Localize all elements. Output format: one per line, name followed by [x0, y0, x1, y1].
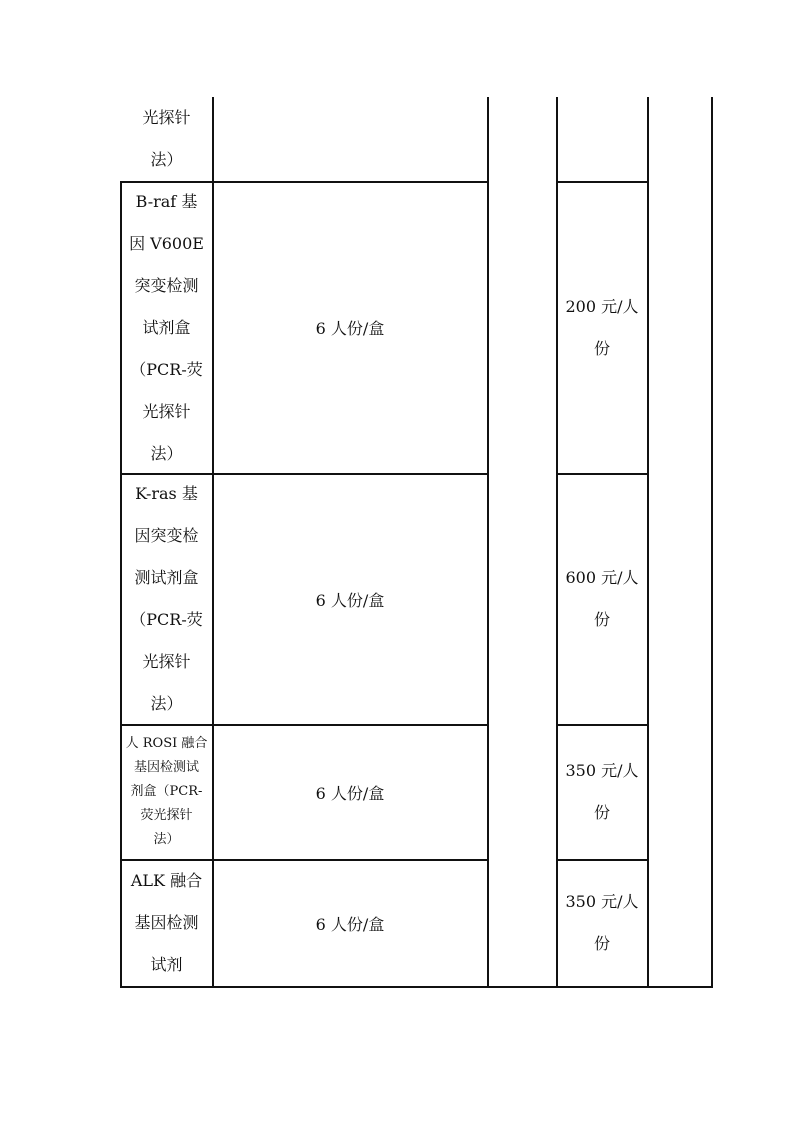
product-name-cell: [121, 725, 212, 859]
spec-text: 6 人份/盒: [315, 914, 385, 934]
product-name: [130, 473, 202, 725]
product-name-line: 突变检测: [134, 275, 199, 295]
spec-text: 6 人份/盒: [315, 319, 385, 338]
spec-cell: [213, 182, 487, 473]
spec-text: 6 人份/盒: [315, 590, 385, 610]
table-border-right: [711, 97, 713, 987]
product-name: [142, 97, 190, 181]
price-line: 份: [593, 803, 610, 822]
product-name-line: 试剂: [150, 955, 183, 974]
price-line: 350 元/人: [565, 892, 639, 911]
product-name-line: 试剂盒: [142, 317, 191, 337]
product-name-line: 光探针: [142, 401, 191, 421]
table-row: [121, 97, 212, 181]
product-name-cell: [121, 474, 212, 724]
spec-cell: [213, 860, 487, 986]
spec-cell: [213, 725, 487, 859]
product-name: [129, 181, 204, 475]
spec-text: 6 人份/盒: [315, 783, 385, 803]
product-name-line: 光探针: [142, 652, 191, 671]
product-name-line: B-raf 基: [135, 191, 198, 211]
product-name-line: 法）: [150, 150, 183, 169]
table-divider-col4: [647, 97, 649, 987]
product-name-line: 光探针: [142, 108, 191, 127]
price-line: 份: [593, 934, 610, 953]
price-line: 600 元/人: [565, 568, 639, 587]
product-name-line: ALK 融合: [130, 871, 203, 890]
price-cell: [557, 860, 647, 986]
price-line: 200 元/人: [565, 296, 639, 316]
product-name-line: 因 V600E: [129, 233, 204, 253]
product-name-cell: [121, 860, 212, 986]
product-name-line: 基因检测试: [133, 760, 199, 775]
product-name-line: 剂盒（PCR-: [130, 784, 203, 799]
product-name-line: 法）: [150, 694, 183, 713]
price-line: 350 元/人: [565, 761, 639, 780]
price-cell: [557, 725, 647, 859]
product-name-line: 法）: [153, 832, 180, 847]
table-border-bottom: [120, 986, 713, 988]
product-name-line: （PCR-荧: [130, 359, 203, 379]
price: [565, 881, 638, 965]
table-divider-col2: [487, 97, 489, 987]
product-name-line: 法）: [150, 443, 183, 463]
product-name-cell: [121, 182, 212, 473]
price-cell: [557, 182, 647, 473]
product-name-line: K-ras 基: [135, 484, 198, 503]
product-name-line: 荧光探针: [140, 808, 193, 823]
product-name-line: （PCR-荧: [130, 610, 203, 629]
product-name-line: 测试剂盒: [134, 568, 199, 587]
price-cell: [557, 474, 647, 724]
product-name-line: 基因检测: [134, 913, 199, 932]
product-name: [131, 860, 202, 986]
product-name-line: 因突变检: [134, 526, 199, 545]
product-name-line: 人 ROSI 融合: [125, 736, 208, 751]
price-line: 份: [593, 338, 610, 358]
spec-cell: [213, 474, 487, 724]
price: [565, 750, 638, 834]
price: [565, 557, 638, 641]
product-name: [126, 732, 208, 852]
price: [565, 286, 638, 370]
price-line: 份: [593, 610, 610, 629]
